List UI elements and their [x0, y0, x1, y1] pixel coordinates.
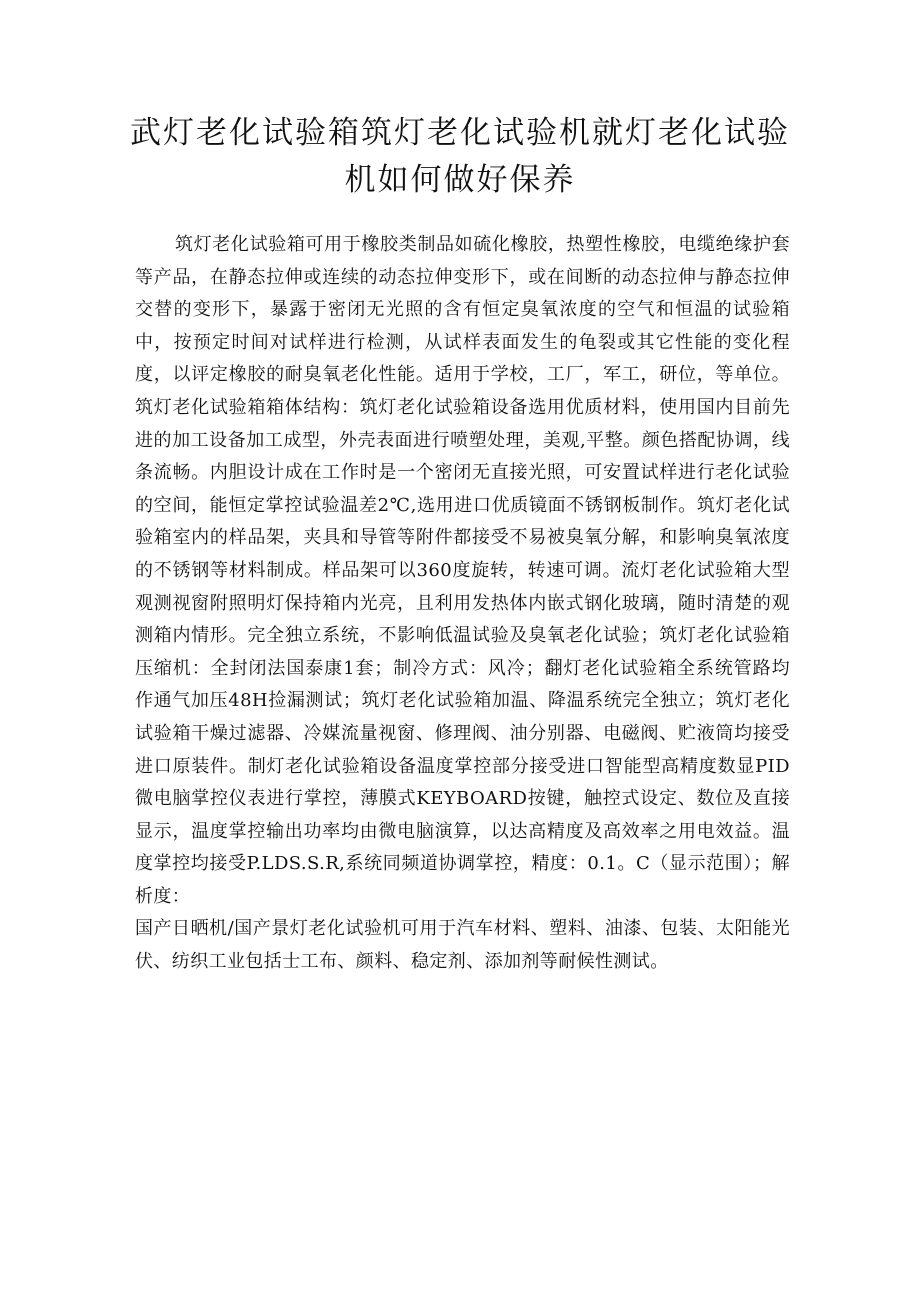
body-paragraph-2: 国产日晒机/国产景灯老化试验机可用于汽车材料、塑料、油漆、包装、太阳能光伏、纺织工业包括士工布、颜料、稳定剂、添加剂等耐候性测试。: [135, 918, 790, 973]
document-title: 武灯老化试验箱筑灯老化试验机就灯老化试验机如何做好保养: [130, 115, 790, 198]
document-body: [135, 229, 790, 979]
body-paragraph-1: 筑灯老化试验箱可用于橡胶类制品如硫化橡胶，热塑性橡胶，电缆绝缘护套等产品，在静态拉伸或连续的动态拉伸变形下，或在间断的动态拉伸与静态拉伸交替的变形下，暴露于密闭无光照的含有恒定臭氧浓度的空气和恒温的试验箱中，按预定时间对试样进行检测，从试样表面发生的龟裂或其它性能的变化程度，以评定橡胶的耐臭氧老化性能。适用于学校，工厂，军工，研位，等单位。筑灯老化试验箱箱体结构：筑灯老化试验箱设备选用优质材料，使用国内目前先进的加工设备加工成型，外壳表面进行喷塑处理，美观,平整。颜色搭配协调，线条流畅。内胆设计成在工作时是一个密闭无直接光照，可安置试样进行老化试验的空间，能恒定掌控试验温差2℃,选用进口优质镜面不锈钢板制作。筑灯老化试验箱室内的样品架，夹具和导管等附件都接受不易被臭氧分解，和影响臭氧浓度的不锈钢等材料制成。样品架可以360度旋转，转速可调。流灯老化试验箱大型观测视窗附照明灯保持箱内光亮，且利用发热体内嵌式钢化玻璃，随时清楚的观测箱内情形。完全独立系统，不影响低温试验及臭氧老化试验；筑灯老化试验箱压缩机：全封闭法国泰康1套；制冷方式：风冷；翻灯老化试验箱全系统管路均作通气加压48H捡漏测试；筑灯老化试验箱加温、降温系统完全独立；筑灯老化试验箱干燥过滤器、冷媒流量视窗、修理阀、油分别器、电磁阀、贮液筒均接受进口原装件。制灯老化试验箱设备温度掌控部分接受进口智能型高精度数显PID微电脑掌控仪表进行掌控，薄膜式KEYBOARD按键，触控式设定、数位及直接显示，温度掌控输出功率均由微电脑演算，以达高精度及高效率之用电效益。温度掌控均接受P.LDS.S.R,系统同频道协调掌控，精度：0.1。C（显示范围）；解析度：: [135, 234, 790, 907]
